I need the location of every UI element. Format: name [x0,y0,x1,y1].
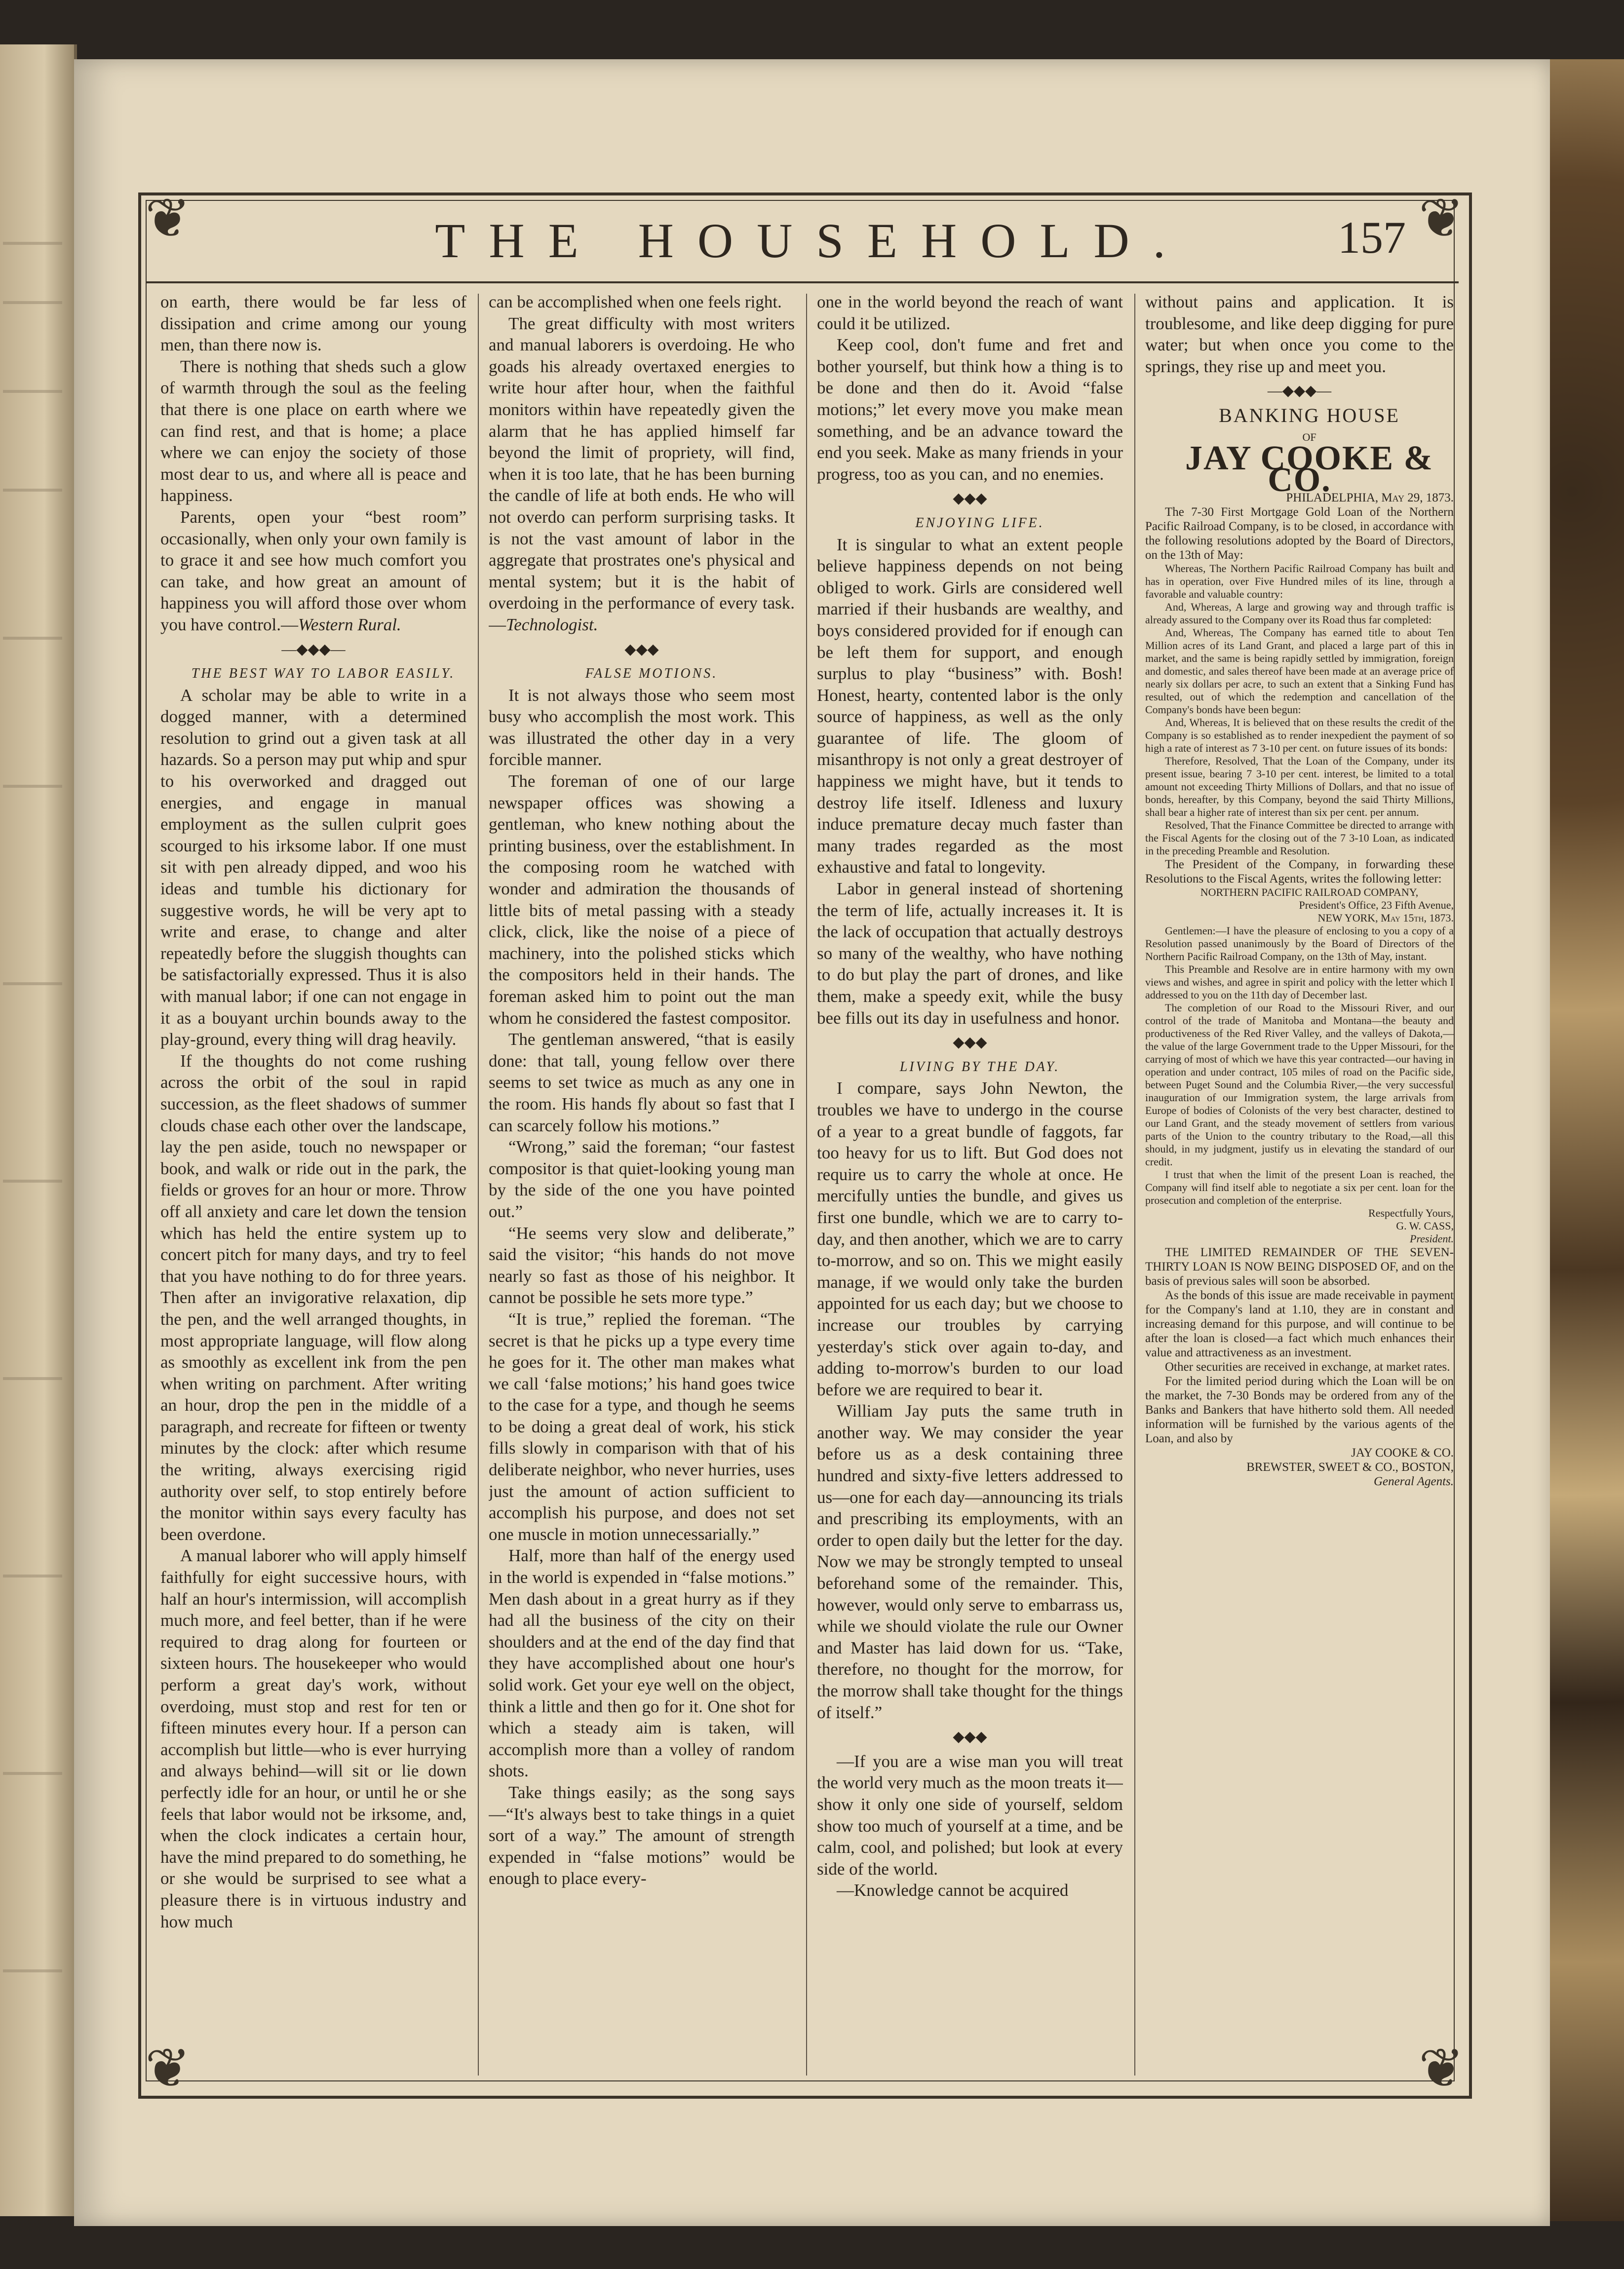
column-rule [478,294,479,2076]
advert-forward: The President of the Company, in forwarding these Resolutions to the Fiscal Agents, writes the following letter: [1145,858,1454,886]
column-4 [1145,291,1454,2078]
page-number: 157 [1338,212,1406,263]
paragraph: one in the world beyond the reach of want could it be utilized. [817,292,1123,333]
advert-receivable: As the bonds of this issue are made receivable in payment for the Company's land at 1.10, they are in constant and increasing demand for this purpose, and will continue to be after the loan is closed—a fact which much enhances their value and attractiveness as an investment. [1145,1289,1454,1360]
column-2 [489,291,795,2078]
source-credit: Technologist. [506,615,598,634]
advert-of: OF [1302,430,1316,443]
paragraph: It is singular to what an extent people believe happiness depends on not being obliged to work. Girls are considered well married if their husbands are wealthy, and boys considered provided for if enough can be left them for support, and enough surplus to play “business” with. Bosh! Honest, hearty, contented labor is the only source of happiness, as well as the only guarantee of life. The gloom of misanthropy is not only a great destroyer of happiness we might have, but it tends to destroy life itself. Idleness and luxury induce premature decay much faster than many trades regarded as the most exhaustive and fatal to longevity. [817,535,1123,877]
article-heading: FALSE MOTIONS. [585,666,718,682]
paragraph: can be accomplished when one feels right. [489,292,782,311]
paragraph: If the thoughts do not come rushing across the orbit of the soul in rapid succession, as the fleet shadows of summer clouds chase each other over the landscape, lay the pen aside, touch no newspaper or book, and walk or ride out in the park, the fields or groves for an hour or more. Throw off all anxiety and care let down the tension which has held the entire system up to concert pitch for many days, and try to feel that you have nothing to do for three years. Then after an invigorative relaxation, dip the pen, and the well arranged thoughts, in most appropriate language, will flow along as smoothly as excellent ink from the pen when writing on parchment. After writing an hour, drop the pen in the middle of a paragraph, and recreate for fifteen or twenty minutes by the clock: after which resume the writing, always exercising rigid authority over self, to stop entirely before the monitor within says every faculty has been overdone. [160,1051,466,1544]
letter-closing: Respectfully Yours, [1368,1207,1454,1220]
advert-dateline: PHILADELPHIA, May 29, 1873. [1286,491,1454,505]
advert-firm: JAY COOKE & CO. [1185,439,1433,499]
letterhead: President's Office, 23 Fifth Avenue, [1299,899,1454,912]
newspaper-page [74,59,1550,2226]
corner-ornament-icon: ❦ [1418,2037,1465,2100]
paragraph: Half, more than half of the energy used in the world is expended in “false motions.” Men dash about in a great hurry as if they had all the business of the city on their shoulders and at the end of the day find that they have accomplished about one hour's solid work. Get your eye well on the object, think a little and then go for it. One shot for which a steady aim is taken, will accomplish more than a volley of random shots. [489,1546,795,1781]
masthead-title: THE HOUSEHOLD. [435,213,1189,268]
paragraph: “He seems very slow and deliberate,” said the visitor; “his hands do not move nearly so fast as those of his neighbor. It cannot be possible he sets more type.” [489,1223,795,1308]
letter-paragraph: This Preamble and Resolve are in entire harmony with my own views and wishes, and agree in spirit and policy with the letter which I addressed to you on the 11th day of December last. [1145,963,1454,1001]
paragraph: Labor in general instead of shortening the term of life, actually increases it. It is the lack of occupation that actually destroys so many of the wealthy, who have nothing to do but play the part of drones, and like them, make a speedy exit, while the busy bee fills out its day in usefulness and honor. [817,879,1123,1028]
letter-paragraph: I trust that when the limit of the present Loan is reached, the Company will find itself able to negotiate a six per cent. loan for the prosecution and completion of the enterprise. [1145,1168,1454,1207]
letter-signer-title: President. [1410,1232,1454,1245]
masthead-rule [146,281,1459,283]
paragraph: Parents, open your “best room” occasionally, when only your own family is to grace it and see how much comfort you can take, and how great an amount of happiness you will afford those over whom you have control.—Western Rural. [160,507,466,634]
paragraph: William Jay puts the same truth in another way. We may consider the year before us as a desk containing three hundred and sixty-five letters addressed to us—one for each day—announcing its trials and prescribing its employments, with an order to open daily but the letter for the day. Now we may be strongly tempted to unseal beforehand some of the remainder. This, however, would only serve to embarrass us, while we should violate the rule our Owner and Master has laid down for us. “Take, therefore, no thought for the morrow, for the morrow shall take thought for the things of itself.” [817,1401,1123,1722]
paragraph: without pains and application. It is troublesome, and like deep digging for pure water; but when once you come to the springs, they rise up and meet you. [1145,292,1454,376]
advert-intro: The 7-30 First Mortgage Gold Loan of the Northern Pacific Railroad Company, is to be closed, in accordance with the following resolutions adopted by the Board of Directors, on the 13th of May: [1145,505,1454,562]
letter-paragraph: Gentlemen:—I have the pleasure of enclosing to you a copy of a Resolution passed unanimously by the Board of Directors of the Northern Pacific Railroad Company, on the 13th of May, instant. [1145,924,1454,963]
divider-ornament: ◆◆◆ [953,1729,987,1745]
corner-ornament-icon: ❦ [145,2037,191,2100]
paragraph: The gentleman answered, “that is easily done: that tall, young fellow over there seems to set twice as much as any one in the room. His hands fly about so fast that I can scarcely follow his motions.” [489,1030,795,1135]
divider-ornament: —◆◆◆— [1267,383,1332,399]
divider-ornament: ◆◆◆ [624,641,659,657]
advert-title: BANKING HOUSE [1219,404,1400,426]
paragraph: There is nothing that sheds such a glow of warmth through the soul as the feeling that there is one place on earth where we can find rest, and that is home; a place where we can enjoy the society of those most dear to us, and where all is peace and happiness. [160,356,466,505]
resolution-clause: And, Whereas, A large and growing way and through traffic is already assured to the Company over its Road thus far completed: [1145,601,1454,626]
advert-remainder: THE LIMITED REMAINDER OF THE SEVEN-THIRTY LOAN IS NOW BEING DISPOSED OF, and on the basis of previous sales will soon be absorbed. [1145,1246,1454,1288]
paragraph: on earth, there would be far less of dissipation and crime among our young men, than there now is. [160,292,466,355]
letterhead: NEW YORK, May 15th, 1873. [1317,912,1454,924]
paragraph: “Wrong,” said the foreman; “our fastest compositor is that quiet-looking young man by the side of the one you have pointed out.” [489,1137,795,1221]
column-3 [817,291,1123,2078]
left-page-edge [0,44,77,2216]
resolution-clause: Resolved, That the Finance Committee be directed to arrange with the Fiscal Agents for the closing out of the 7 3-10 Loan, as indicated in the preceding Preamble and Resolution. [1145,819,1454,857]
article-heading: LIVING BY THE DAY. [899,1059,1060,1075]
corner-ornament-icon: ❦ [145,187,191,250]
advert-agent-title: General Agents. [1373,1475,1454,1489]
divider-ornament: ◆◆◆ [953,1034,987,1051]
marbled-cover-edge [1550,59,1624,2221]
paragraph: “It is true,” replied the foreman. “The secret is that he picks up a type every time he goes for it. The other man makes what we call ‘false motions;’ his hand goes twice to the case for a type, and though he seems to be doing a great deal of work, his stick fills slowly in comparison with that of his deliberate neighbor, who never hurries, uses just the amount of action sufficient to accomplish his purpose, and does not set one muscle in motion unnecessarially.” [489,1309,795,1544]
paragraph: Take things easily; as the song says—“It's always best to take things in a quiet sort of a way.” The amount of strength expended in “false motions” would be enough to place every- [489,1782,795,1888]
resolution-clause: Whereas, The Northern Pacific Railroad Company has built and has in operation, over Five Hundred miles of its line, through a favorable and valuable country: [1145,562,1454,601]
resolution-clause: Therefore, Resolved, That the Loan of the Company, under its present issue, bearing 7 3-10 per cent. interest, be limited to a total amount not exceeding Thirty Millions of Dollars, and that no issue of bonds, hereafter, by this Company, beyond the said Thirty Millions, shall bear a higher rate of interest than six per cent. per annum. [1145,755,1454,819]
letter-paragraph: The completion of our Road to the Missouri River, and our control of the trade of Manitoba and Montana—the beauty and productiveness of the Red River Valley, and the valleys of Dakota,—the value of the large Government trade to the Upper Missouri, for the carrying of most of which we have this year contracted—our having in operation and under contract, 105 miles of road on the Pacific side, between Puget Sound and the Columbia River,—the very successful inauguration of our Immigration system, the large arrivals from Europe of bodies of Colonists of the very best character, destined to our Land Grant, and the steady movement of settlers from various parts of the Union to the country tributary to the Road,—all this should, in my judgment, justify us in elevating the standard of our credit. [1145,1001,1454,1168]
paragraph: Keep cool, don't fume and fret and bother yourself, but think how a thing is to be done and then do it. Avoid “false motions;” let every move you make mean something, and be an advance toward the end you seek. Make as many friends in your progress, too as you can, and no enemies. [817,335,1123,484]
divider-ornament: —◆◆◆— [281,641,346,657]
column-rule [1134,294,1135,2076]
resolution-clause: And, Whereas, It is believed that on these results the credit of the Company is so established as to render inexpedient the payment of so high a rate of interest as 7 3-10 per cent. on future issues of its bonds: [1145,716,1454,755]
paragraph: —Knowledge cannot be acquired [837,1881,1069,1900]
resolution-clause: And, Whereas, The Company has earned title to about Ten Million acres of its Land Grant, and placed a large part of this in market, and the same is being rapidly settled by immigration, foreign and domestic, and sales thereof have been made at an average price of nearly six dollars per acre, to such an extent that a Sinking Fund has resulted, out of which the redemption and cancellation of the Company's bonds have been begun: [1145,626,1454,716]
paragraph: —If you are a wise man you will treat the world very much as the moon treats it—show it only one side of yourself, seldom show too much of yourself at a time, and be calm, cool, and polished; but look at every side of the world. [817,1751,1123,1879]
paragraph: A manual laborer who will apply himself faithfully for eight successive hours, with half an hour's intermission, will accomplish much more, and feel better, than if he were required to drag along for fourteen or sixteen hours. The housekeeper who would perform a great day's work, without overdoing, must stop and rest for ten or fifteen minutes every hour. If a person can accomplish but little—who is ever hurrying and always behind—will sit or lie down perfectly idle for an hour, or until he or she feels that labor would not be irksome, and, when the clock indicates a certain hour, have the mind prepared to do something, he or she would be surprised to see what a pleasure there is in virtuous industry and how much [160,1546,466,1931]
paragraph: The foreman of one of our large newspaper offices was showing a gentleman, who knew nothing about the printing business, over the establishment. In the composing room he watched with wonder and admiration the thousands of little bits of metal passing with a steady click, click, like the noise of a piece of machinery, into the polished sticks which the compositors held in their hands. The foreman asked him to point out the man whom he considered the fastest compositor. [489,771,795,1028]
paragraph: It is not always those who seem most busy who accomplish the most work. This was illustrated the other day in a very forcible manner. [489,685,795,769]
column-1 [160,291,466,2078]
advert-agent: JAY COOKE & CO. [1351,1446,1454,1460]
letter-signer: G. W. CASS, [1396,1220,1454,1232]
advert-securities: Other securities are received in exchange, at market rates. [1165,1360,1450,1374]
paragraph: I compare, says John Newton, the troubles we have to undergo in the course of a year to a great bundle of faggots, far too heavy for us to lift. But God does not require us to carry the whole at once. He mercifully unties the bundle, and gives us first one bundle, which we are to carry to-day, and then another, which we are to carry to-morrow, and so on. This we might easily manage, if we would only take the burden appointed for us each day; but we choose to increase our troubles by carrying yesterday's stick over again to-day, and adding to-morrow's burden to our load before we are required to bear it. [817,1078,1123,1399]
source-credit: Western Rural. [298,615,401,634]
article-heading: THE BEST WAY TO LABOR EASILY. [191,666,456,682]
corner-ornament-icon: ❦ [1418,187,1465,250]
column-rule [806,294,807,2076]
advert-agent: BREWSTER, SWEET & CO., BOSTON, [1246,1461,1454,1474]
advert-limited: For the limited period during which the Loan will be on the market, the 7-30 Bonds may be ordered from any of the Banks and Bankers that have hitherto sold them. All needed information will be furnished by the various agents of the Loan, and also by [1145,1375,1454,1446]
paragraph: A scholar may be able to write in a dogged manner, with a determined resolution to grind out a given task at all hazards. So a person may put whip and spur to his overworked and dragged out energies, and engage in manual employment as the sullen culprit goes scourged to his irksome labor. If one must sit with pen already dipped, and woo his ideas and tumble his dictionary for suggestive words, he will be very apt to write and erase, to change and alter repeatedly before the sluggish thoughts can be satisfactorially expressed. Thus it is also with manual labor; if one can not engage in it as a bouyant urchin bounds away to the play-ground, every thing will drag heavily. [160,685,466,1049]
article-heading: ENJOYING LIFE. [915,515,1044,531]
letterhead: NORTHERN PACIFIC RAILROAD COMPANY, [1200,886,1419,899]
divider-ornament: ◆◆◆ [953,490,987,507]
paragraph: The great difficulty with most writers and manual laborers is overdoing. He who goads his already overtaxed energies to write hour after hour, when the faithful monitors within have repeatedly given the alarm that he has applied himself far beyond the limit of propriety, will find, when it is too late, that he has been burning the candle of life at both ends. He who will not overdo can perform surprising tasks. It is not the vast amount of labor in the aggregate that prostrates one's physical and mental system; but it is the habit of overdoing in the performance of every task.—Technologist. [489,313,795,634]
